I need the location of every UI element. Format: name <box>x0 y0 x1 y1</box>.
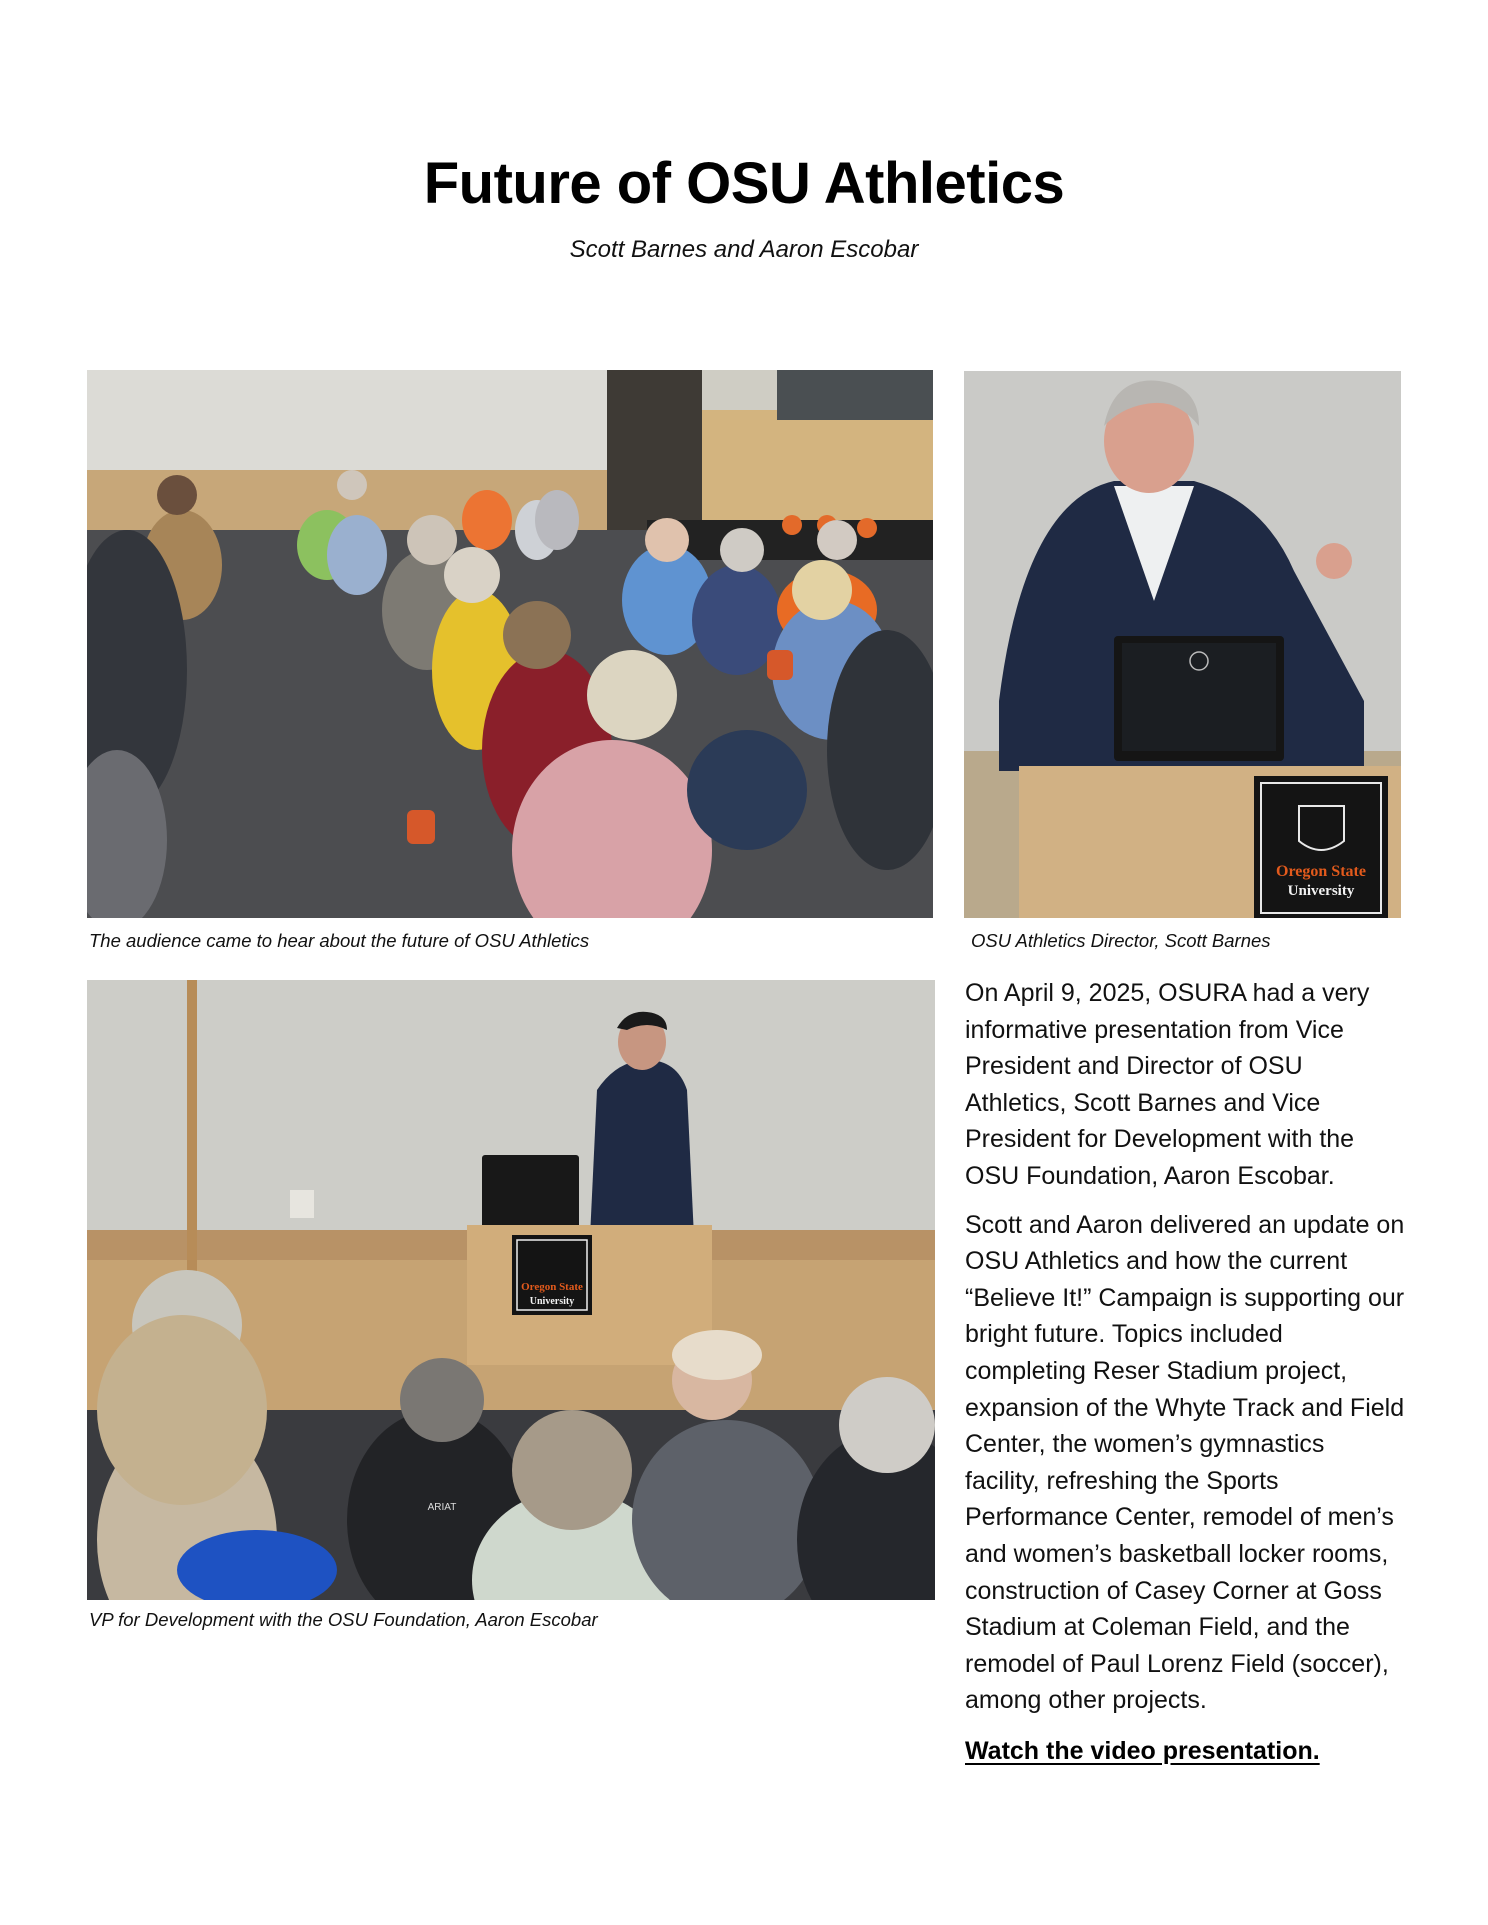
aaron-escobar-caption: VP for Development with the OSU Foundation, Aaron Escobar <box>89 1609 598 1630</box>
barnes-podium-logo-line2: University <box>1287 883 1355 899</box>
scott-barnes-caption: OSU Athletics Director, Scott Barnes <box>971 930 1271 951</box>
ariat-jacket-text: ARIAT <box>427 1502 457 1513</box>
escobar-podium-logo-line1: Oregon State <box>521 1281 583 1293</box>
audience-photo <box>87 370 933 918</box>
aaron-escobar-photo <box>87 980 935 1600</box>
byline: Scott Barnes and Aaron Escobar <box>569 236 919 263</box>
scott-barnes-photo <box>964 371 1401 918</box>
page-title: Future of OSU Athletics <box>423 151 1065 216</box>
article-body <box>965 975 1405 1769</box>
escobar-podium-logo-line2: University <box>529 1296 575 1307</box>
body-paragraph-1: On April 9, 2025, OSURA had a very informative presentation from Vice President and Director of OSU Athletics, Scott Barnes and Vice President for Development with the OSU Foundation, Aaron Escobar. <box>965 979 1370 1190</box>
watch-video-link[interactable]: Watch the video presentation. <box>965 1736 1320 1765</box>
barnes-podium-logo-line1: Oregon State <box>1276 863 1366 880</box>
body-paragraph-2: Scott and Aaron delivered an update on OSU Athletics and how the current “Believe It!” Campaign is supporting our bright future. Topics included completing Reser Stadium project, expansion of the Whyte Track and Field Center, the women’s gymnastics facility, refreshing the Sports Performance Center, remodel of men’s and women’s basketball locker rooms, construction of Casey Corner at Goss Stadium at Coleman Field, and the remodel of Paul Lorenz Field (soccer), among other projects. <box>965 1210 1405 1715</box>
audience-photo-caption: The audience came to hear about the future of OSU Athletics <box>89 930 590 951</box>
